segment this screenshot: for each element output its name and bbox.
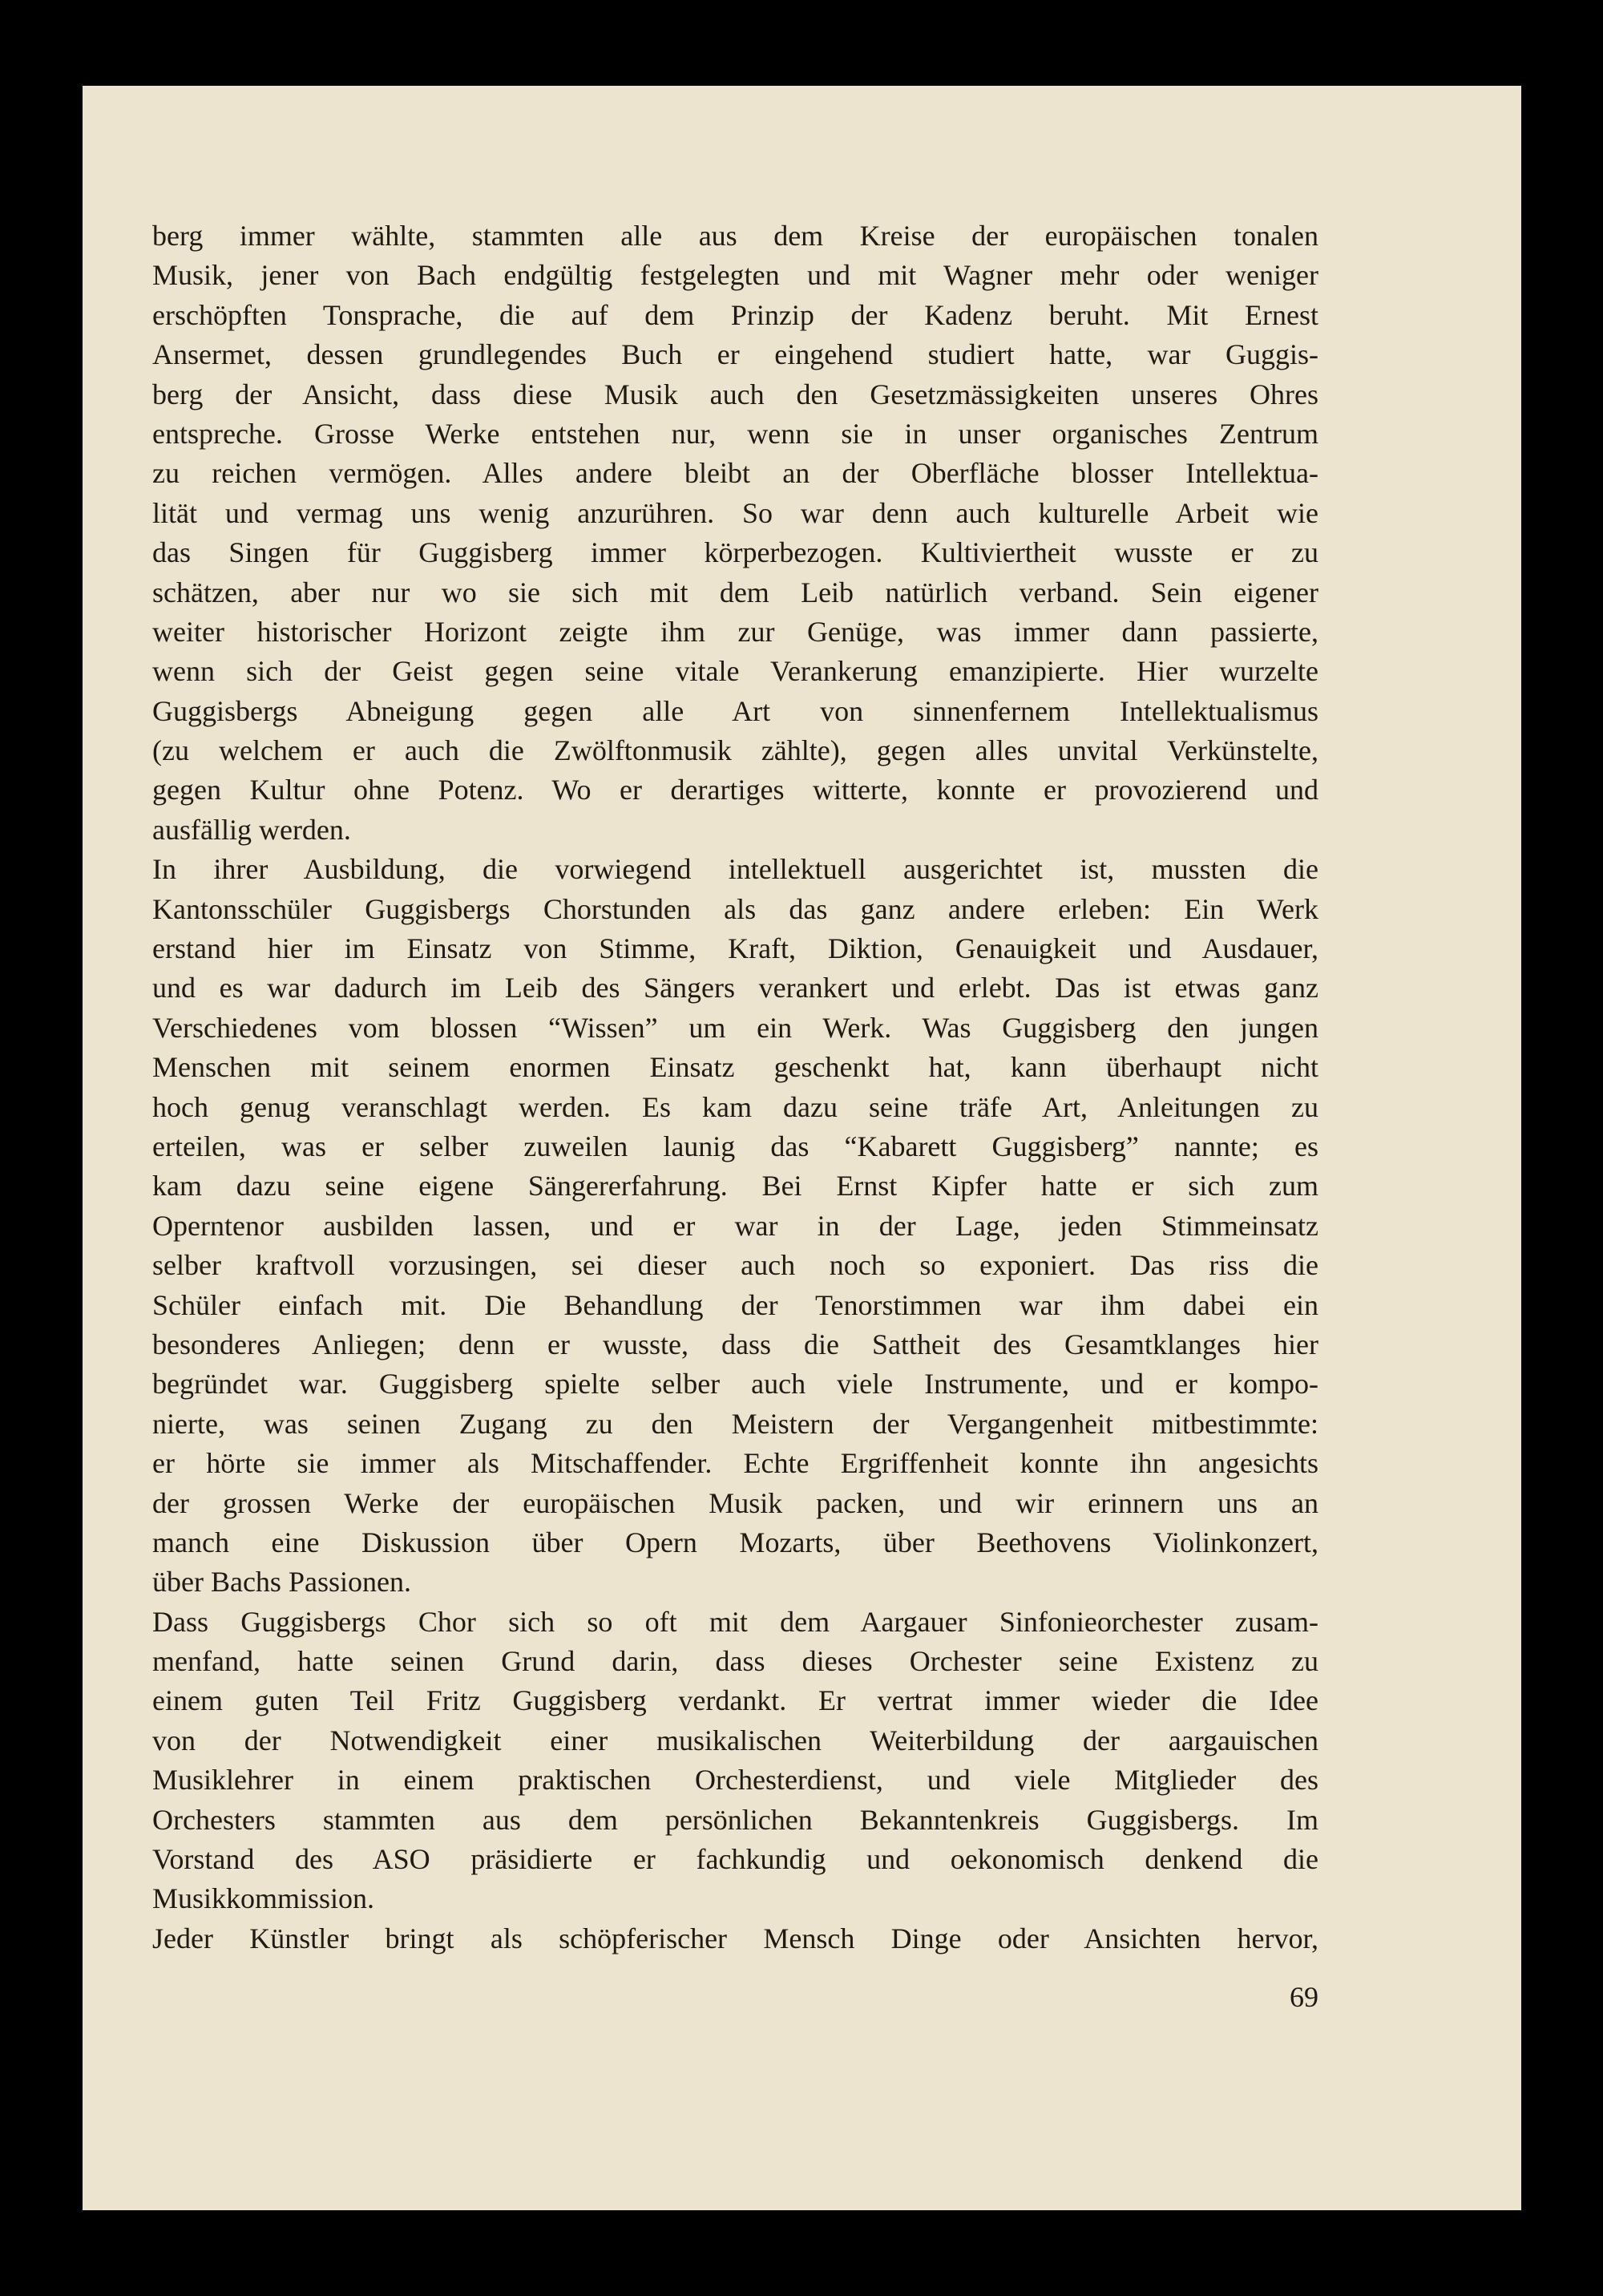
text-line: berg der Ansicht, dass diese Musik auch den Gesetzmässigkeiten unseres Ohres — [152, 378, 1318, 410]
text-line: und es war dadurch im Leib des Sängers verankert und erlebt. Das ist etwas ganz — [152, 972, 1318, 1004]
text-line: Jeder Künstler bringt als schöpferischer Mensch Dinge oder Ansichten hervor, — [152, 1922, 1318, 1954]
paragraph-4 — [152, 1919, 1318, 1958]
text-line: erstand hier im Einsatz von Stimme, Kraft, Diktion, Genauigkeit und Ausdauer, — [152, 932, 1318, 965]
text-line: berg immer wählte, stammten alle aus dem Kreise der europäischen tonalen — [152, 220, 1318, 252]
text-line: zu reichen vermögen. Alles andere bleibt an der Oberfläche blosser Intellektua- — [152, 457, 1318, 490]
text-line: ausfällig werden. — [152, 813, 351, 846]
text-line: Musik, jener von Bach endgültig festgelegten und mit Wagner mehr oder weniger — [152, 259, 1318, 292]
text-line: der grossen Werke der europäischen Musik packen, und wir erinnern uns an — [152, 1486, 1318, 1519]
text-line: Kantonsschüler Guggisbergs Chorstunden als das ganz andere erleben: Ein Werk — [152, 892, 1318, 925]
paragraph-3 — [152, 1603, 1318, 1919]
document-page — [83, 86, 1521, 2210]
text-line: Guggisbergs Abneigung gegen alle Art von sinnenfernem Intellektualismus — [152, 694, 1318, 727]
text-line: Musiklehrer in einem praktischen Orchesterdienst, und viele Mitglieder des — [152, 1764, 1318, 1797]
text-line: gegen Kultur ohne Potenz. Wo er derartiges witterte, konnte er provozierend und — [152, 774, 1318, 806]
text-line: menfand, hatte seinen Grund darin, dass dieses Orchester seine Existenz zu — [152, 1645, 1318, 1678]
text-line: schätzen, aber nur wo sie sich mit dem Leib natürlich verband. Sein eigener — [152, 576, 1318, 608]
text-line: entspreche. Grosse Werke entstehen nur, wenn sie in unser organisches Zentrum — [152, 417, 1318, 450]
paragraph-2 — [152, 850, 1318, 1602]
text-line: erteilen, was er selber zuweilen launig das “Kabarett Guggisberg” nannte; es — [152, 1130, 1318, 1162]
body-text — [152, 216, 1318, 1958]
text-line: Dass Guggisbergs Chor sich so oft mit dem Aargauer Sinfonieorchester zusam- — [152, 1605, 1318, 1638]
text-line: Verschiedenes vom blossen “Wissen” um ein Werk. Was Guggisberg den jungen — [152, 1011, 1318, 1044]
text-line: er hörte sie immer als Mitschaffender. Echte Ergriffenheit konnte ihn angesichts — [152, 1447, 1318, 1480]
text-line: Menschen mit seinem enormen Einsatz geschenkt hat, kann überhaupt nicht — [152, 1051, 1318, 1084]
text-line: Orchesters stammten aus dem persönlichen Bekanntenkreis Guggisbergs. Im — [152, 1803, 1318, 1836]
page-number: 69 — [1290, 1981, 1318, 2013]
text-line: nierte, was seinen Zugang zu den Meistern der Vergangenheit mitbestimmte: — [152, 1407, 1318, 1440]
text-line: weiter historischer Horizont zeigte ihm zur Genüge, was immer dann passierte, — [152, 615, 1318, 648]
text-line: Operntenor ausbilden lassen, und er war in der Lage, jeden Stimmeinsatz — [152, 1209, 1318, 1242]
text-line: hoch genug veranschlagt werden. Es kam dazu seine träfe Art, Anleitungen zu — [152, 1090, 1318, 1123]
text-line: manch eine Diskussion über Opern Mozarts, über Beethovens Violinkonzert, — [152, 1526, 1318, 1558]
text-line: das Singen für Guggisberg immer körperbezogen. Kultiviertheit wusste er zu — [152, 536, 1318, 569]
text-line: kam dazu seine eigene Sängererfahrung. Bei Ernst Kipfer hatte er sich zum — [152, 1170, 1318, 1203]
text-line: In ihrer Ausbildung, die vorwiegend intellektuell ausgerichtet ist, mussten die — [152, 853, 1318, 886]
text-line: (zu welchem er auch die Zwölftonmusik zählte), gegen alles unvital Verkünstelte, — [152, 734, 1318, 767]
text-line: lität und vermag uns wenig anzurühren. So war denn auch kulturelle Arbeit wie — [152, 496, 1318, 529]
text-line: besonderes Anliegen; denn er wusste, dass die Sattheit des Gesamtklanges hier — [152, 1328, 1318, 1360]
text-line: Ansermet, dessen grundlegendes Buch er eingehend studiert hatte, war Guggis- — [152, 338, 1318, 371]
text-line: Musikkommission. — [152, 1882, 375, 1915]
text-line: über Bachs Passionen. — [152, 1566, 411, 1599]
text-line: von der Notwendigkeit einer musikalischen Weiterbildung der aargauischen — [152, 1724, 1318, 1756]
paragraph-1 — [152, 216, 1318, 850]
text-line: erschöpften Tonsprache, die auf dem Prinzip der Kadenz beruht. Mit Ernest — [152, 298, 1318, 331]
text-line: begründet war. Guggisberg spielte selber auch viele Instrumente, und er kompo- — [152, 1368, 1318, 1401]
text-line: selber kraftvoll vorzusingen, sei dieser auch noch so exponiert. Das riss die — [152, 1249, 1318, 1282]
text-line: Vorstand des ASO präsidierte er fachkundig und oekonomisch denkend die — [152, 1843, 1318, 1876]
text-line: Schüler einfach mit. Die Behandlung der Tenorstimmen war ihm dabei ein — [152, 1288, 1318, 1321]
text-line: wenn sich der Geist gegen seine vitale Verankerung emanzipierte. Hier wurzelte — [152, 655, 1318, 688]
text-line: einem guten Teil Fritz Guggisberg verdankt. Er vertrat immer wieder die Idee — [152, 1684, 1318, 1717]
